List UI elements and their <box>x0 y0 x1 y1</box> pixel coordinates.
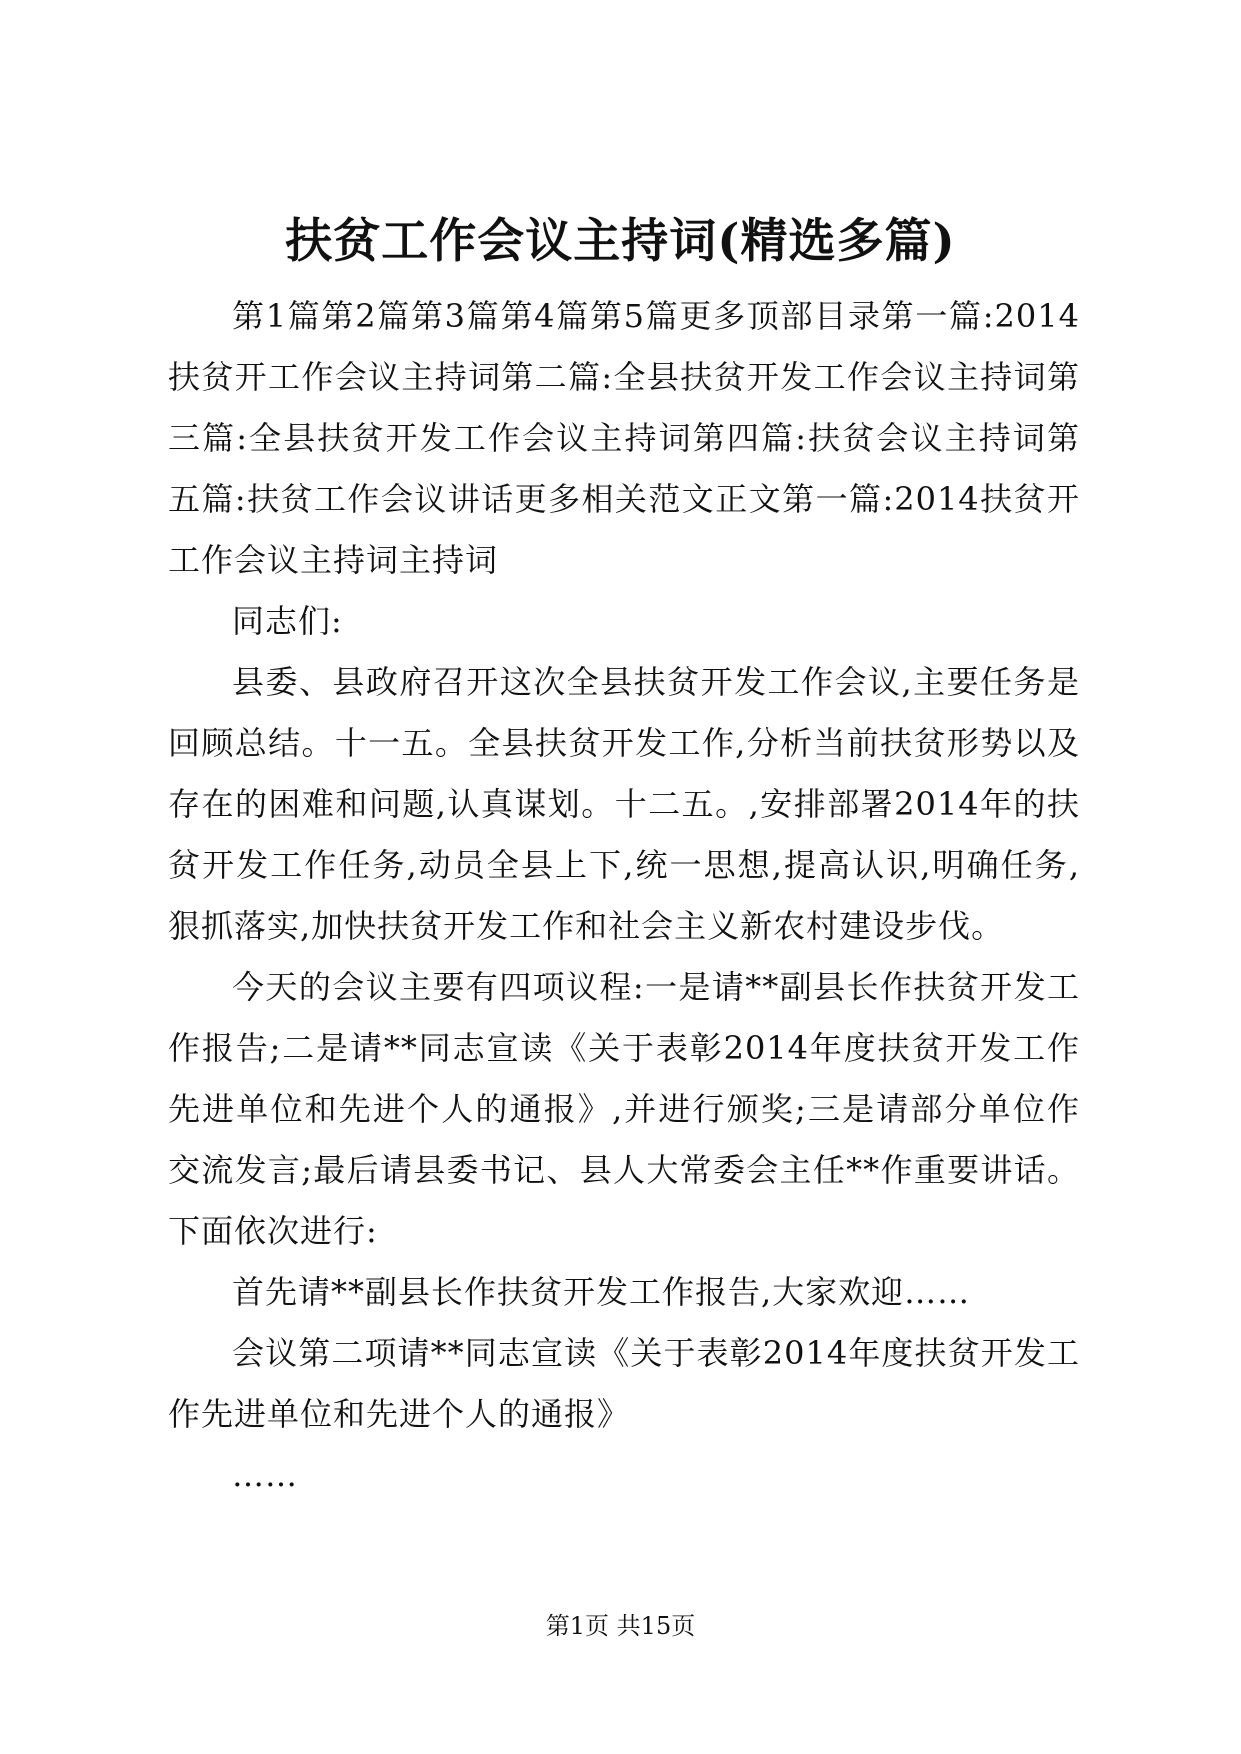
paragraph-ellipsis: …… <box>232 1456 298 1494</box>
paragraph-agenda: 今天的会议主要有四项议程:一是请**副县长作扶贫开发工作报告;二是请**同志宣读《关于表彰2014年度扶贫开发工作先进单位和先进个人的通报》,并进行颁奖;三是请部分单位作交流发言;最后请县委书记、县人大常委会主任**作重要讲话。下面依次进行: <box>168 968 1080 1250</box>
paragraph-toc: 第1篇第2篇第3篇第4篇第5篇更多顶部目录第一篇:2014扶贫开工作会议主持词第二篇:全县扶贫开发工作会议主持词第三篇:全县扶贫开发工作会议主持词第四篇:扶贫会议主持词第五篇:扶贫工作会议讲话更多相关范文正文第一篇:2014扶贫开工作会议主持词主持词 <box>168 297 1080 579</box>
document-body <box>168 286 1080 1506</box>
paragraph-greeting: 同志们: <box>232 602 343 640</box>
document-title: 扶贫工作会议主持词(精选多篇) <box>285 214 956 269</box>
paragraph-first-item: 首先请**副县长作扶贫开发工作报告,大家欢迎…… <box>232 1273 971 1311</box>
paragraph-second-item: 会议第二项请**同志宣读《关于表彰2014年度扶贫开发工作先进单位和先进个人的通报》 <box>168 1334 1080 1433</box>
paragraph-purpose: 县委、县政府召开这次全县扶贫开发工作会议,主要任务是回顾总结。十一五。全县扶贫开发工作,分析当前扶贫形势以及存在的困难和问题,认真谋划。十二五。,安排部署2014年的扶贫开发工作任务,动员全县上下,统一思想,提高认识,明确任务,狠抓落实,加快扶贫开发工作和社会主义新农村建设步伐。 <box>168 663 1080 945</box>
page-number: 第1页 共15页 <box>545 1612 696 1640</box>
